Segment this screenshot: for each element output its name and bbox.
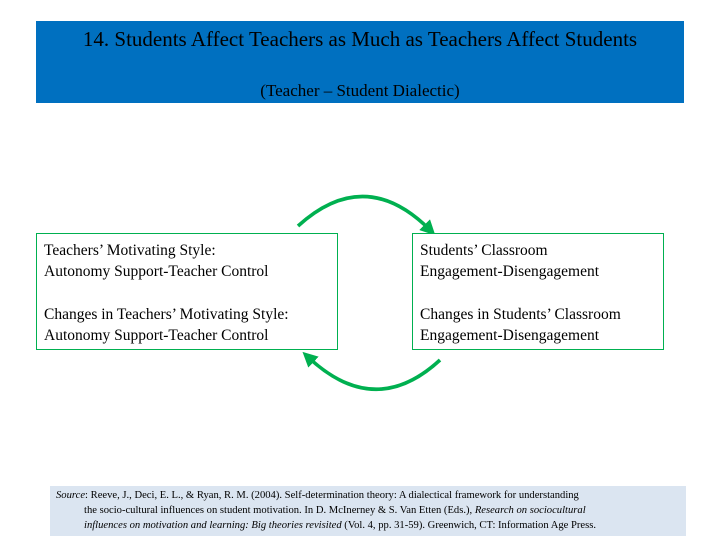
- citation-line2: [56, 503, 680, 518]
- bottom-arc-arrow: [308, 357, 440, 389]
- citation-line3-text: (Vol. 4, pp. 31-59). Greenwich, CT: Information Age Press.: [341, 520, 597, 531]
- student-engagement-line1: Students’ Classroom: [420, 242, 548, 259]
- student-changes-block: [420, 304, 659, 346]
- source-label: Source: [56, 490, 86, 501]
- teacher-box: [36, 233, 338, 350]
- teacher-changes-line2: Autonomy Support-Teacher Control: [44, 327, 269, 344]
- teacher-changes-line1: Changes in Teachers’ Motivating Style:: [44, 306, 289, 323]
- citation-line1: [56, 488, 680, 503]
- source-citation: [50, 486, 686, 536]
- citation-line1-text: : Reeve, J., Deci, E. L., & Ryan, R. M. (2004). Self-determination theory: A dialectical framework for understanding: [85, 490, 579, 501]
- citation-book-title-part2: influences on motivation and learning: Big theories revisited: [84, 520, 342, 531]
- teacher-style-line1: Teachers’ Motivating Style:: [44, 242, 216, 259]
- teacher-style-line2: Autonomy Support-Teacher Control: [44, 263, 269, 280]
- student-engagement-line2: Engagement-Disengagement: [420, 263, 600, 280]
- slide-subtitle: (Teacher – Student Dialectic): [260, 81, 460, 100]
- student-changes-line1: Changes in Students’ Classroom: [420, 306, 621, 323]
- citation-book-title-part1: Research on sociocultural: [474, 505, 586, 516]
- student-engagement-block: [420, 240, 659, 282]
- teacher-style-block: [44, 240, 333, 282]
- top-arc-arrow: [298, 196, 430, 230]
- student-box: [412, 233, 664, 350]
- citation-line3: [56, 518, 680, 533]
- citation-line2-text: the socio-cultural influences on student motivation. In D. McInerney & S. Van Etten (Eds.),: [84, 505, 475, 516]
- teacher-changes-block: [44, 304, 333, 346]
- student-changes-line2: Engagement-Disengagement: [420, 327, 600, 344]
- slide-title: 14. Students Affect Teachers as Much as Teachers Affect Students: [82, 27, 638, 51]
